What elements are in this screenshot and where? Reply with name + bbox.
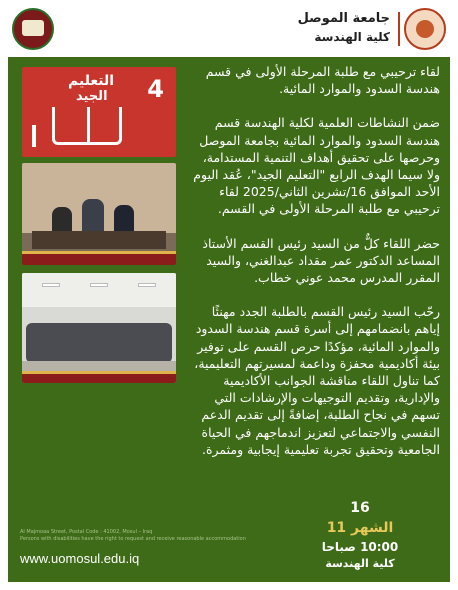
event-month: الشهر 11 bbox=[326, 520, 394, 536]
sdg-quality-education-image bbox=[22, 67, 176, 157]
address-line: Al Majmoaa Street, Postal Code : 41002, Mosul – Iraq bbox=[20, 529, 153, 535]
college-logo-right bbox=[404, 8, 446, 50]
header-divider bbox=[398, 12, 400, 46]
pencil-icon bbox=[32, 125, 36, 147]
photo-floor bbox=[22, 361, 176, 371]
content-panel bbox=[8, 57, 450, 582]
article-paragraph-context: ضمن النشاطات العلمية لكلية الهندسة قسم هندسة السدود والموارد المائية بجامعة الموصل وحرصها على تحقيق أهداف التنمية المستدامة، ولا سيما الهدف الرابع "التعليم الجيد"، عُقد اليوم الأحد الموافق 16/تشرين الثاني/2025 لقاء ترحيبي مع طلبة المرحلة الأولى في القسم. bbox=[193, 115, 440, 217]
article-paragraph-attendees: حضر اللقاء كلٌّ من السيد رئيس القسم الأستاذ المساعد الدكتور عمر مقداد عبدالغني، والسيد المقرر المدرس محمد عوني خطاب. bbox=[202, 235, 440, 286]
photo-banner bbox=[22, 251, 176, 265]
accessibility-note: Persons with disabilities have the right to request and receive reasonable accommodation bbox=[20, 536, 246, 542]
students-crowd bbox=[26, 323, 172, 363]
person-figure bbox=[114, 205, 134, 233]
sdg-title-line1: التعليم bbox=[68, 73, 115, 89]
event-day: 16 bbox=[350, 500, 370, 516]
university-name: جامعة الموصل bbox=[297, 11, 390, 26]
page-header bbox=[8, 6, 450, 52]
photo-ceiling bbox=[22, 273, 176, 307]
photo-table bbox=[32, 231, 166, 249]
photo-banner bbox=[22, 371, 176, 383]
meeting-photo-students bbox=[22, 273, 176, 383]
college-name: كلية الهندسة bbox=[314, 30, 390, 44]
article-text bbox=[188, 63, 440, 475]
article-paragraph-welcome: رحّب السيد رئيس القسم بالطلبة الجدد مهنئًا إياهم بانضمامهم إلى أسرة قسم هندسة السدود والموارد المائية، مؤكدًا حرص القسم على توفير بيئة أكاديمية محفزة وداعمة لمسيرتهم التعليمية، bbox=[194, 304, 440, 371]
open-book-icon bbox=[52, 107, 122, 145]
website-link[interactable]: www.uomosul.edu.iq bbox=[20, 551, 140, 566]
ceiling-light bbox=[90, 283, 108, 287]
ceiling-light bbox=[42, 283, 60, 287]
event-place: كلية الهندسة bbox=[325, 557, 395, 570]
sdg-title-line2: الجيد bbox=[76, 89, 108, 104]
university-logo-left bbox=[12, 8, 54, 50]
sdg-number: 4 bbox=[147, 75, 164, 103]
person-figure bbox=[82, 199, 104, 233]
header-titles bbox=[298, 10, 390, 46]
event-time: 10:00 صباحا bbox=[321, 540, 399, 554]
event-date-block bbox=[300, 499, 420, 572]
person-figure bbox=[52, 207, 72, 233]
article-paragraph-discussion: كما تناول اللقاء مناقشة الجوانب الأكاديمية والإدارية، وتقديم التوجيهات والإرشادات التي تسهم في نجاح الطلبة، إضافةً إلى تقديم الدعم النفسي والاجتماعي لتعزيز اندماجهم في الحياة الجامعية وتحقيق تجربة تعليمية إيجابية ومثمرة. bbox=[201, 373, 440, 457]
address-text bbox=[20, 529, 270, 543]
article-paragraph-title: لقاء ترحيبي مع طلبة المرحلة الأولى في قسم هندسة السدود والموارد المائية. bbox=[205, 64, 440, 97]
meeting-photo-officials bbox=[22, 163, 176, 265]
ceiling-light bbox=[138, 283, 156, 287]
